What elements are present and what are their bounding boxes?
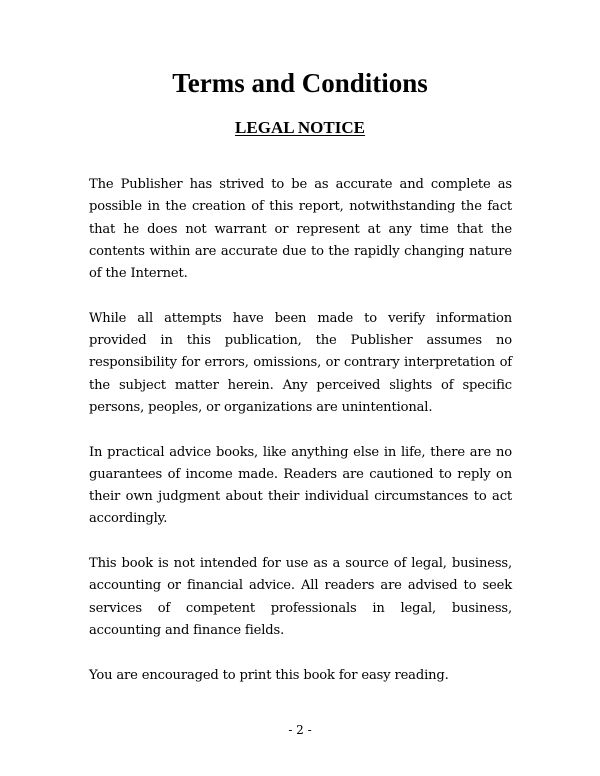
paragraph-advice: This book is not intended for use as a source of legal, business, accounting or financial advice. All readers are advised to seek services of competent professionals in legal, business, accounting and finance fields. <box>89 556 512 638</box>
page-number: - 2 - <box>288 723 312 737</box>
paragraph-income: In practical advice books, like anything else in life, there are no guarantees of income made. Readers are cautioned to reply on their own judgment about their individual circumstances to act accordingly. <box>89 444 512 527</box>
section-heading: LEGAL NOTICE <box>235 118 365 137</box>
paragraph-responsibility: While all attempts have been made to verify information provided in this publication, the Publisher assumes no responsibility for errors, omissions, or contrary interpretation of the subject matter herein. Any perceived slights of specific persons, peoples, or organizations are unintentional. <box>89 310 512 415</box>
paragraph-print: You are encouraged to print this book for easy reading. <box>89 667 449 683</box>
page-title: Terms and Conditions <box>172 68 428 98</box>
document-body <box>89 174 512 709</box>
paragraph-accuracy: The Publisher has strived to be as accurate and complete as possible in the creation of this report, notwithstanding the fact that he does not warrant or represent at any time that the contents within are accurate due to the rapidly changing nature of the Internet. <box>89 177 512 282</box>
